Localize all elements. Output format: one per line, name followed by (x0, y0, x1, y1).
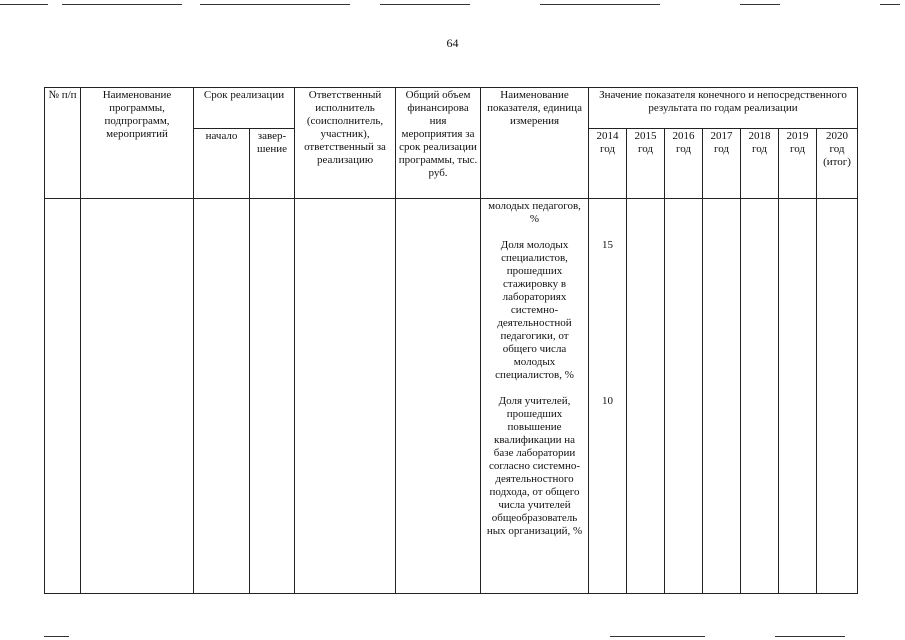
indicator-text: Доля учителей, прошедших повышение квалификации на базе лаборатории согласно системно-деятельностного подхода, от общего числа учителей общеобразователь ных организаций, % (486, 395, 583, 537)
header-year-2020: 2020 год (итог) (817, 129, 858, 199)
indicator-text: Доля молодых специалистов, прошедших стажировку в лабораториях системно-деятельностной педагогики, от общего числа молодых специалистов, % (495, 239, 574, 381)
cell-responsible (295, 199, 396, 594)
bottom-rule (610, 636, 705, 637)
header-funding: Общий объем финансирова ния мероприятия за срок реализации программы, тыс. руб. (396, 88, 481, 199)
top-rule (380, 4, 470, 5)
cell-num (45, 199, 81, 594)
header-period: Срок реализации (194, 88, 295, 129)
header-indicator: Наименование показателя, единица измерения (481, 88, 589, 199)
header-year-2018: 2018 год (741, 129, 779, 199)
cell-funding (396, 199, 481, 594)
cell-year-2020 (817, 199, 858, 594)
value-spacer (591, 252, 624, 395)
bottom-rule (44, 636, 69, 637)
table-row (45, 199, 858, 594)
header-year-2016: 2016 год (665, 129, 703, 199)
header-values: Значение показателя конечного и непосредственного результата по годам реализации (589, 88, 858, 129)
cell-start (194, 199, 250, 594)
top-rule (200, 4, 350, 5)
cell-year-2018 (741, 199, 779, 594)
top-rule (62, 4, 182, 5)
program-table (44, 87, 858, 594)
top-rule (0, 4, 48, 5)
value-2014: 15 (602, 239, 614, 251)
cell-year-2016 (665, 199, 703, 594)
value-2014: 10 (602, 395, 614, 407)
cell-end (250, 199, 295, 594)
header-year-2014: 2014 год (589, 129, 627, 199)
top-rule (880, 4, 900, 5)
cell-year-2014 (589, 199, 627, 594)
cell-year-2019 (779, 199, 817, 594)
value-spacer (591, 200, 624, 239)
header-year-2019: 2019 год (779, 129, 817, 199)
indicator-text: молодых педагогов, % (488, 200, 581, 225)
bottom-rule (775, 636, 845, 637)
header-year-2017: 2017 год (703, 129, 741, 199)
cell-year-2017 (703, 199, 741, 594)
header-name: Наименование программы, подпрограмм, мероприятий (81, 88, 194, 199)
header-num: № п/п (45, 88, 81, 199)
top-rule (740, 4, 780, 5)
cell-indicators (481, 199, 589, 594)
header-start: начало (194, 129, 250, 199)
top-rule (540, 4, 660, 5)
cell-year-2015 (627, 199, 665, 594)
cell-name (81, 199, 194, 594)
header-end: завер-шение (250, 129, 295, 199)
page-number: 64 (446, 36, 459, 50)
header-year-2015: 2015 год (627, 129, 665, 199)
header-responsible: Ответственный исполнитель (соисполнитель, участник), ответственный за реализацию (295, 88, 396, 199)
